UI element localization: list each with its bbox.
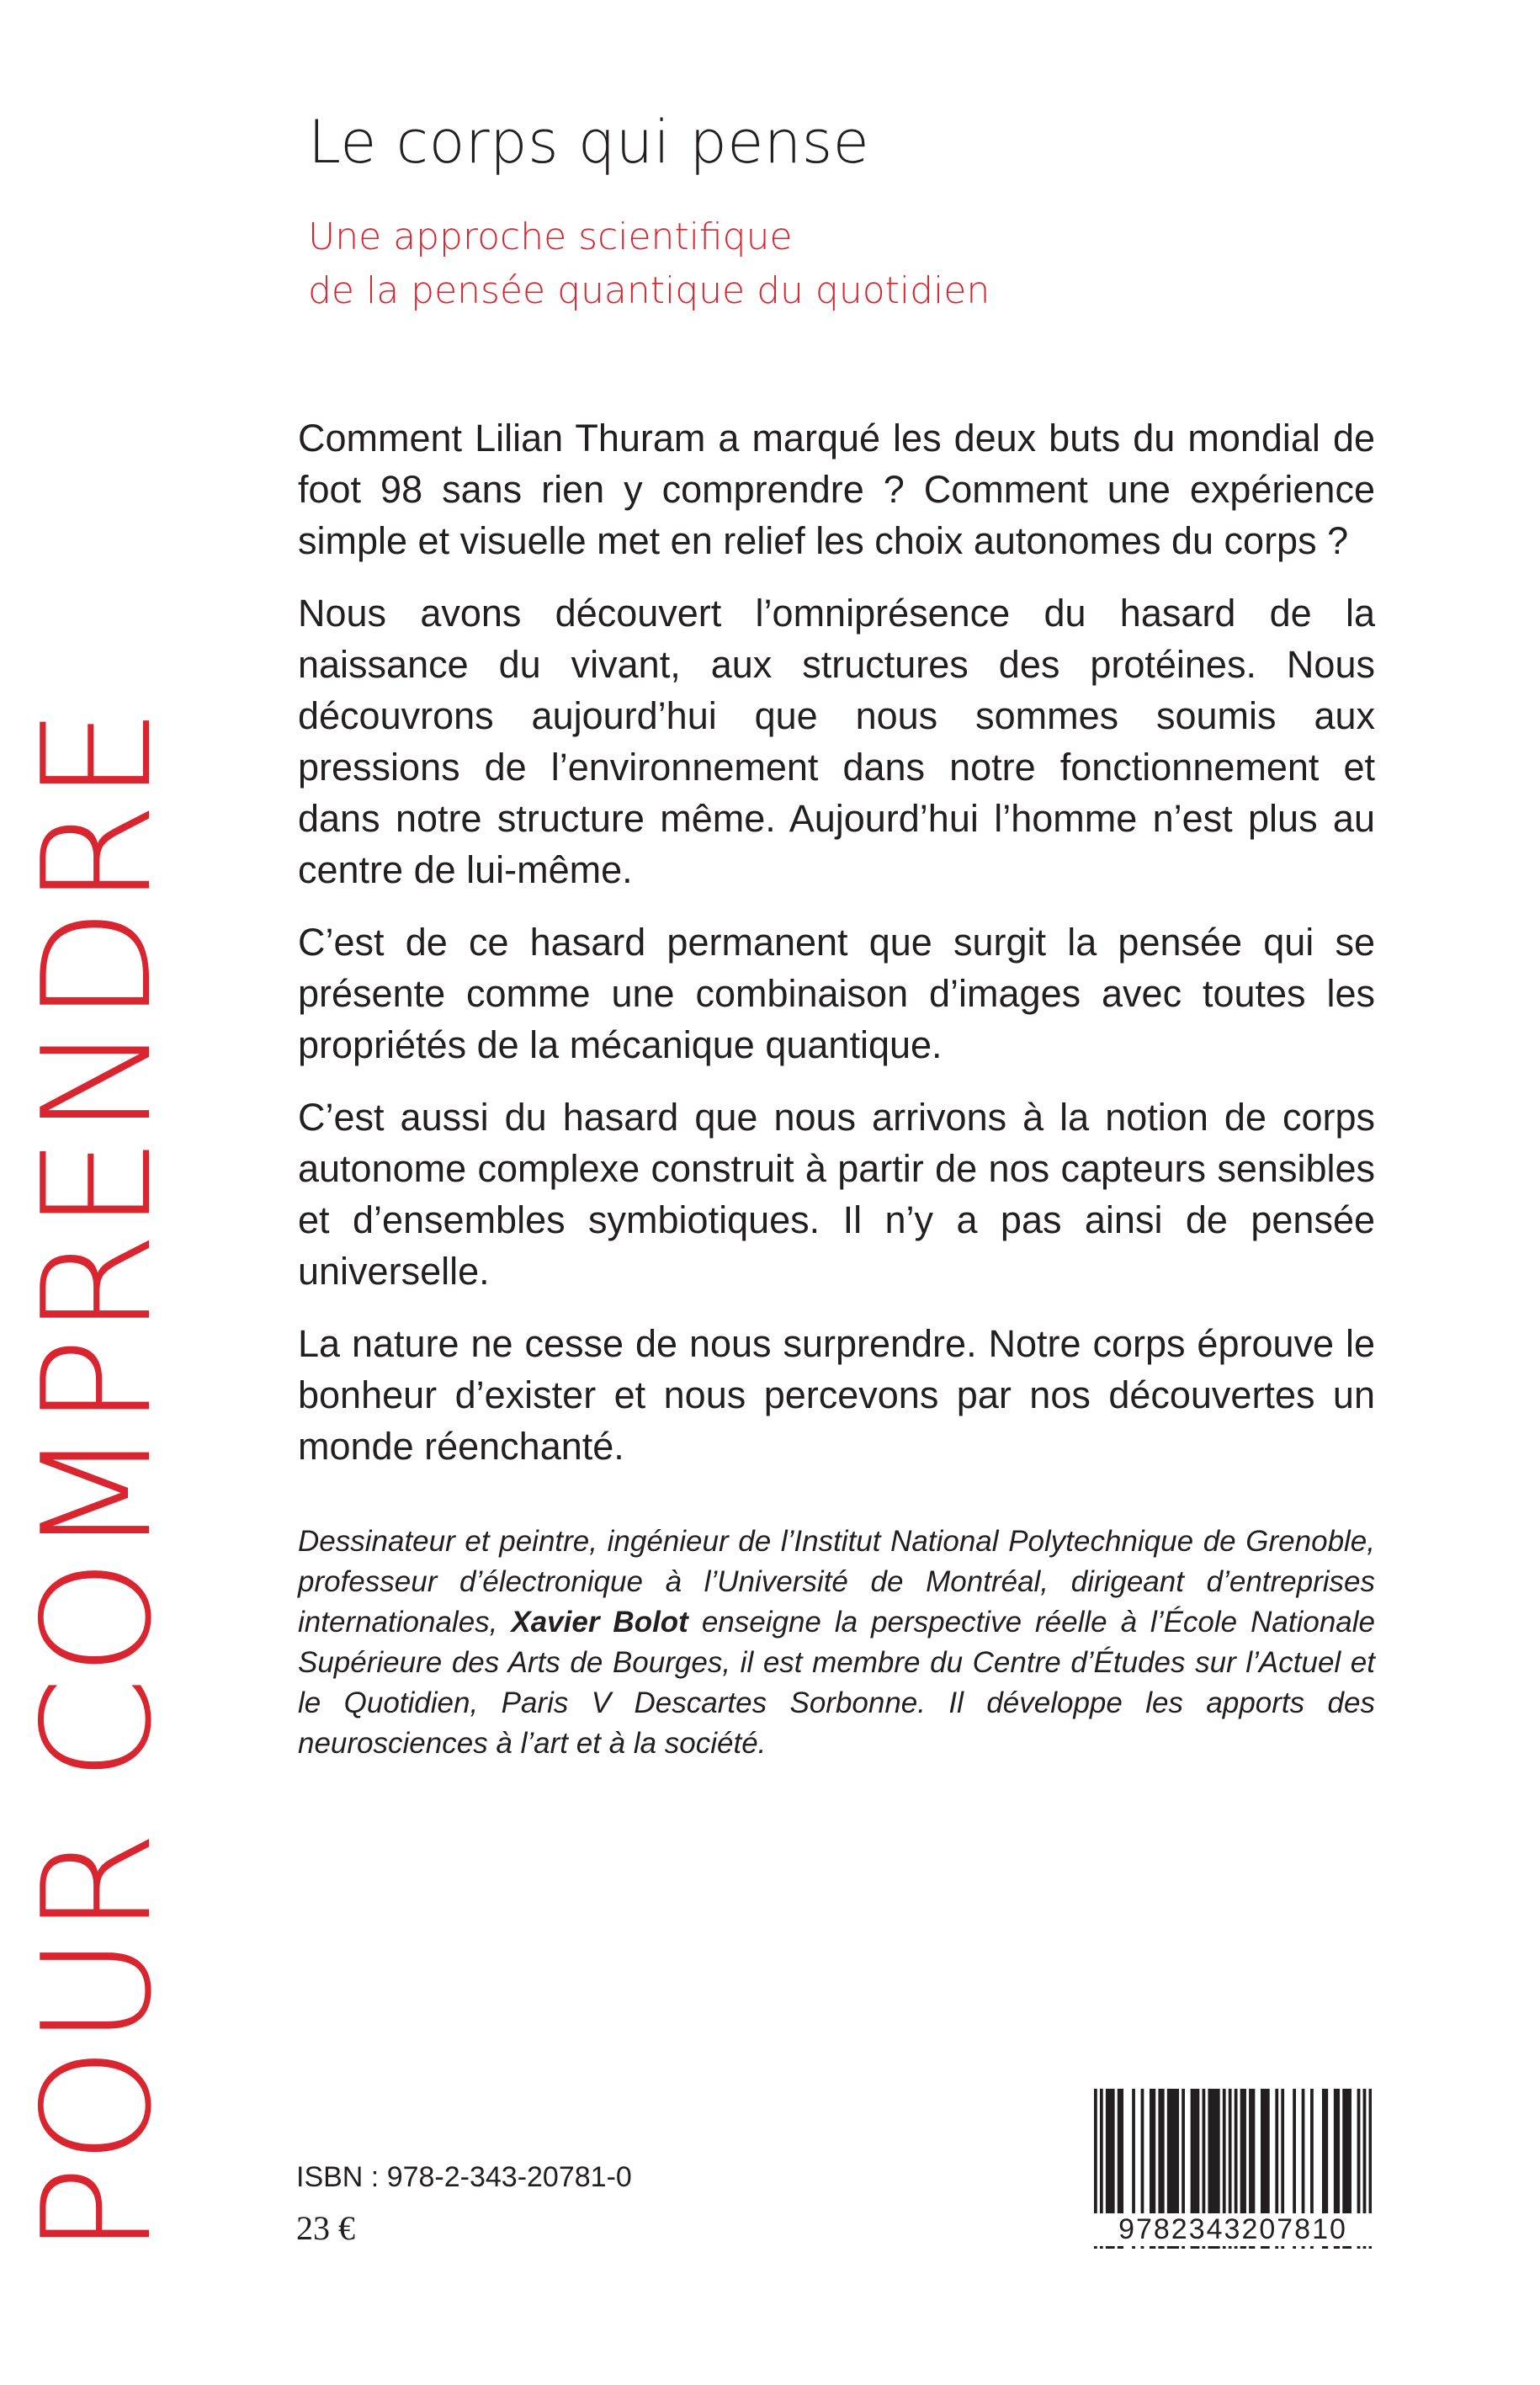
blurb-paragraph: Nous avons découvert l’omniprésence du hasard de la naissance du vivant, aux structures des protéines. Nous découvrons aujourd’hui que nous sommes soumis aux pressions de l’environnement dans notre fonctionnement et dans notre structure même. Aujourd’hui l’homme n’est plus au centre de lui-même. bbox=[298, 592, 1375, 891]
subtitle-line-2: de la pensée quantique du quotidien bbox=[308, 269, 990, 312]
blurb-paragraph: C’est de ce hasard permanent que surgit la pensée qui se présente comme une combinaison d’images avec toutes les propriétés de la mécanique quantique. bbox=[298, 921, 1375, 1066]
series-label: POUR COMPRENDRE bbox=[10, 706, 184, 2255]
book-subtitle bbox=[308, 210, 990, 318]
author-name: Xavier Bolot bbox=[511, 1606, 688, 1639]
price-text: 23 € bbox=[296, 2209, 355, 2247]
subtitle-line-1: Une approche scientifique bbox=[308, 215, 793, 258]
author-bio bbox=[298, 1522, 1375, 1764]
blurb-paragraph: Comment Lilian Thuram a marqué les deux buts du mondial de foot 98 sans rien y comprendre ? Comment une expérience simple et visuelle met en relief les choix autonomes du corps ? bbox=[298, 417, 1375, 562]
isbn-text: ISBN : 978-2-343-20781-0 bbox=[296, 2161, 632, 2193]
blurb-paragraph: La nature ne cesse de nous surprendre. Notre corps éprouve le bonheur d’exister et nous percevons par nos découvertes un monde réenchanté. bbox=[298, 1322, 1375, 1468]
bio-text-start: Dessinateur et peintre, ingénieur de l’Institut National Polytechnique de Grenoble, professeur d’électronique à l’Université de Montréal, dirigeant d’entreprises internationales, bbox=[298, 1525, 1375, 1639]
blurb bbox=[298, 412, 1375, 1493]
book-title: Le corps qui pense bbox=[308, 108, 870, 177]
bio-text-end: enseigne la perspective réelle à l’École Nationale Supérieure des Arts de Bourges, il est membre du Centre d’Études sur l’Actuel et le Quotidien, Paris V Descartes Sorbonne. Il développe les apports des neurosciences à l’art et à la société. bbox=[298, 1606, 1375, 1760]
barcode-digits: 9782343207810 bbox=[1094, 2213, 1372, 2246]
blurb-paragraph: C’est aussi du hasard que nous arrivons à la notion de corps autonome complexe construit à partir de nos capteurs sensibles et d’ensembles symbiotiques. Il n’y a pas ainsi de pensée universelle. bbox=[298, 1096, 1375, 1293]
